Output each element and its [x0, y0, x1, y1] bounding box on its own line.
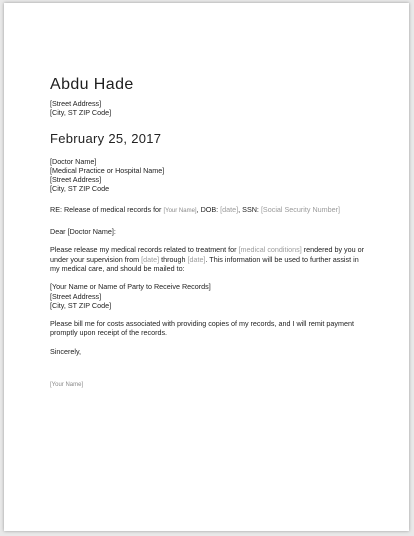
recipient-practice: [Medical Practice or Hospital Name] — [50, 165, 165, 175]
letter-date: February 25, 2017 — [50, 130, 162, 146]
mail-to-line3: [City, ST ZIP Code] — [50, 300, 112, 310]
recipient-block — [50, 157, 370, 194]
re-ssn-label: , SSN: — [238, 204, 261, 214]
mail-to-line1: [Your Name or Name of Party to Receive Records] — [50, 282, 211, 292]
closing: Sincerely, — [50, 346, 82, 356]
body1-part2: rendered by you or under your supervision from — [50, 245, 365, 264]
body1-part1: Please release my medical records related to treatment for — [50, 245, 239, 255]
recipient-doctor-name: [Doctor Name] — [50, 156, 97, 166]
through-date-placeholder: [date] — [187, 254, 206, 264]
re-ssn-placeholder: [Social Security Number] — [260, 204, 341, 214]
signature-name: [Your Name] — [50, 382, 84, 389]
letter-page — [4, 3, 409, 531]
from-date-placeholder: [date] — [141, 254, 160, 264]
body-paragraph-1 — [50, 245, 370, 273]
letter-content — [50, 75, 370, 390]
body-paragraph-2: Please bill me for costs associated with providing copies of my records, and I will remit payment promptly upon receipt of the records. — [50, 319, 354, 338]
re-name-placeholder: [Your Name] — [163, 207, 197, 214]
sender-address-line1: [Street Address] — [50, 99, 102, 108]
mail-to-block — [50, 282, 370, 310]
re-dob-label: , DOB: — [196, 204, 221, 214]
salutation: Dear [Doctor Name]: — [50, 227, 116, 237]
recipient-address-line1: [Street Address] — [50, 175, 102, 185]
conditions-placeholder: [medical conditions] — [238, 245, 302, 255]
sender-name: Abdu Hade — [50, 76, 134, 93]
re-line — [50, 205, 370, 216]
sender-address-line2: [City, ST ZIP Code] — [50, 108, 112, 118]
body1-part4: . This information will be used to further assist in my medical care, and should be mailed to: — [50, 254, 359, 273]
re-prefix: RE: Release of medical records for — [50, 204, 164, 214]
mail-to-line2: [Street Address] — [50, 291, 102, 301]
sender-address — [50, 99, 370, 118]
re-dob-placeholder: [date] — [220, 204, 239, 214]
body1-part3: through — [159, 254, 188, 264]
recipient-address-line2: [City, ST ZIP Code — [50, 184, 110, 194]
